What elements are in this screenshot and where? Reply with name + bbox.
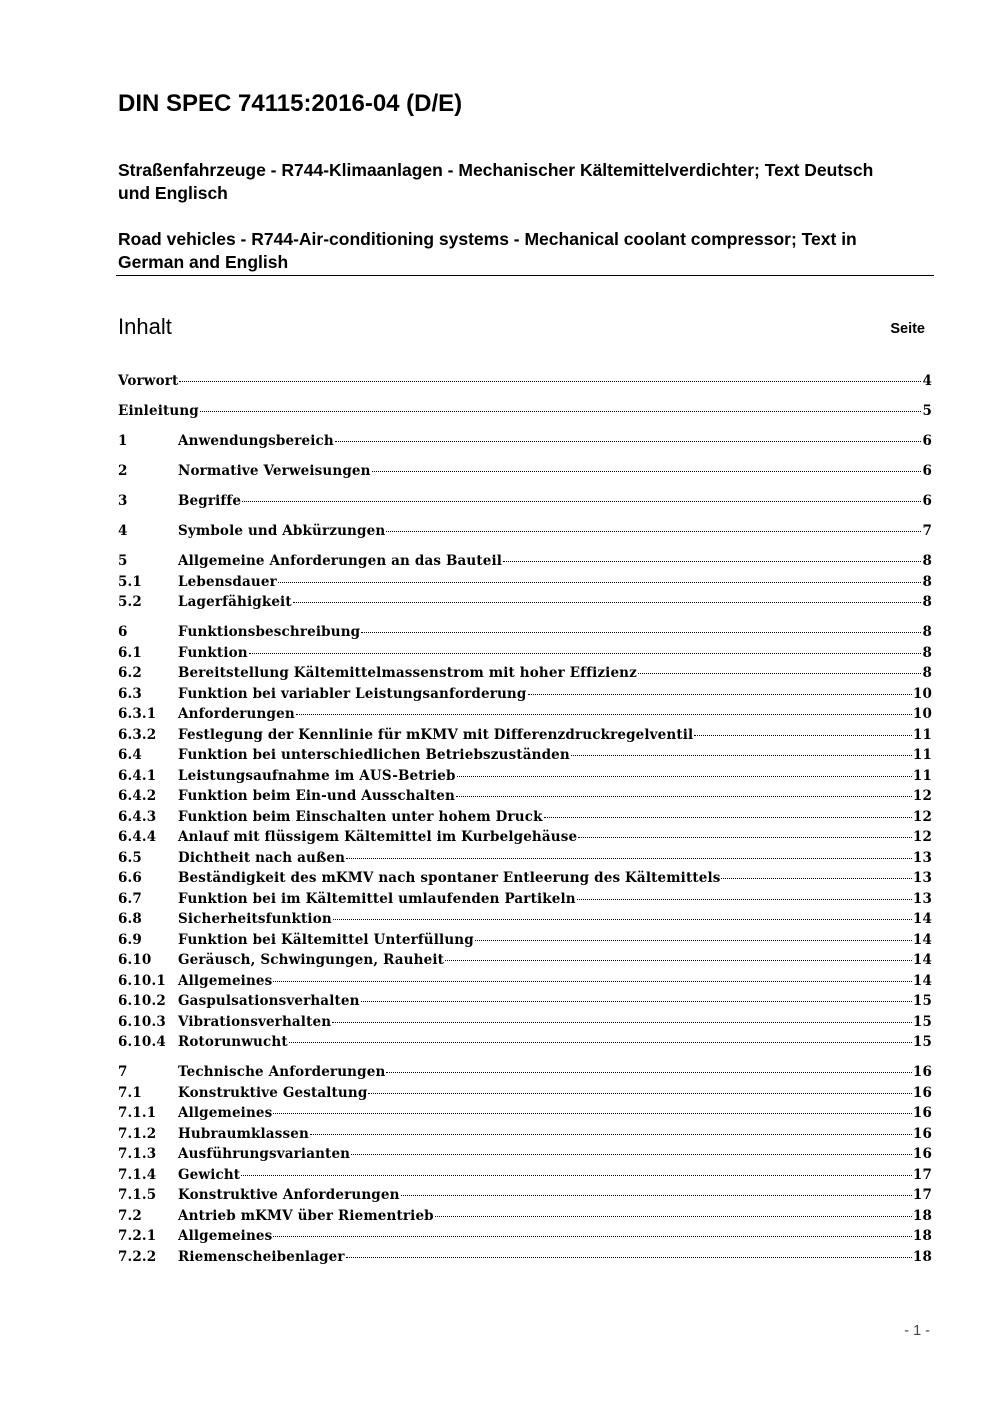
table-of-contents — [118, 371, 932, 1277]
toc-dot-leader — [401, 1195, 912, 1196]
toc-entry-number: 6.3 — [118, 685, 142, 702]
toc-entry[interactable] — [118, 950, 932, 971]
toc-entry-page: 10 — [912, 685, 932, 702]
toc-entry-title: Beständigkeit des mKMV nach spontaner Entleerung des Kältemittels — [178, 870, 721, 886]
toc-entry-page: 11 — [912, 747, 932, 763]
toc-page-column-label: Seite — [890, 321, 925, 337]
toc-dot-leader — [372, 471, 922, 472]
toc-dot-leader — [638, 673, 921, 674]
toc-entry-page: 12 — [912, 829, 932, 845]
toc-entry[interactable] — [118, 807, 932, 828]
toc-entry-page: 8 — [922, 665, 932, 681]
toc-entry-title: Vorwort — [118, 373, 179, 389]
toc-dot-leader — [200, 411, 922, 412]
toc-entry-number: 7 — [118, 1064, 128, 1080]
toc-dot-leader — [368, 1093, 911, 1094]
toc-entry[interactable] — [118, 663, 932, 684]
toc-entry-number: 6.7 — [118, 890, 142, 907]
toc-entry[interactable] — [118, 622, 932, 643]
toc-entry-title: Funktion bei variabler Leistungsanforderung — [178, 685, 527, 702]
toc-entry-number: 7.1 — [118, 1084, 142, 1101]
toc-entry-title: Hubraumklassen — [178, 1125, 309, 1142]
toc-dot-leader — [273, 1236, 911, 1237]
toc-entry-title: Dichtheit nach außen — [178, 849, 346, 866]
toc-entry-title: Ausführungsvarianten — [178, 1146, 351, 1162]
toc-entry-page: 8 — [922, 624, 932, 640]
toc-entry-page: 15 — [912, 1034, 932, 1050]
toc-entry-number: 2 — [118, 463, 128, 479]
toc-dot-leader — [351, 1154, 912, 1155]
toc-entry-title: Konstruktive Anforderungen — [178, 1187, 400, 1203]
toc-dot-leader — [333, 919, 912, 920]
toc-entry[interactable] — [118, 827, 932, 848]
toc-entry-page: 18 — [912, 1207, 932, 1224]
toc-section-group — [118, 431, 932, 452]
toc-entry-page: 6 — [922, 433, 932, 449]
toc-entry-page: 11 — [912, 767, 932, 784]
toc-entry-page: 16 — [912, 1064, 932, 1080]
toc-entry-title: Konstruktive Gestaltung — [178, 1084, 368, 1101]
toc-entry[interactable] — [118, 1103, 932, 1124]
toc-entry-page: 14 — [912, 952, 932, 968]
toc-entry-title: Funktion bei unterschiedlichen Betriebszuständen — [178, 747, 570, 763]
toc-entry[interactable] — [118, 971, 932, 992]
toc-dot-leader — [289, 1042, 912, 1043]
toc-entry[interactable] — [118, 991, 932, 1012]
toc-entry-page: 5 — [922, 403, 932, 419]
toc-entry-page: 12 — [912, 788, 932, 804]
toc-entry-number: 5 — [118, 553, 128, 569]
toc-entry-page: 15 — [912, 993, 932, 1009]
toc-entry[interactable] — [118, 786, 932, 807]
toc-dot-leader — [544, 817, 912, 818]
toc-entry-title: Funktion — [178, 644, 248, 661]
document-title-german: Straßenfahrzeuge - R744-Klimaanlagen - Mechanischer Kältemittelverdichter; Text Deutsch und Englisch — [118, 160, 874, 203]
toc-dot-leader — [273, 981, 911, 982]
toc-entry-title: Festlegung der Kennlinie für mKMV mit Differenzdruckregelventil — [178, 726, 694, 743]
toc-entry-number: 6 — [118, 624, 128, 640]
toc-section-group — [118, 551, 932, 613]
toc-entry[interactable] — [118, 1206, 932, 1227]
toc-entry[interactable] — [118, 1185, 932, 1206]
toc-entry-title: Allgemeines — [178, 1228, 273, 1244]
toc-entry-page: 8 — [922, 553, 932, 569]
toc-entry[interactable] — [118, 643, 932, 664]
toc-entry-page: 7 — [922, 523, 932, 539]
toc-entry[interactable] — [118, 930, 932, 951]
toc-entry-number: 7.1.5 — [118, 1187, 157, 1203]
toc-entry-title: Geräusch, Schwingungen, Rauheit — [178, 952, 445, 968]
toc-entry-page: 16 — [912, 1146, 932, 1162]
toc-section-group — [118, 401, 932, 422]
toc-dot-leader — [332, 1022, 912, 1023]
toc-entry-number: 1 — [118, 433, 128, 449]
toc-entry[interactable] — [118, 889, 932, 910]
toc-entry[interactable] — [118, 1062, 932, 1083]
toc-entry-title: Symbole und Abkürzungen — [178, 523, 386, 539]
toc-entry-page: 14 — [912, 911, 932, 927]
toc-entry-page: 16 — [912, 1105, 932, 1121]
toc-entry-page: 11 — [912, 726, 932, 743]
toc-entry[interactable] — [118, 1165, 932, 1186]
toc-dot-leader — [310, 1134, 912, 1135]
toc-entry-title: Funktion beim Ein-und Ausschalten — [178, 788, 455, 804]
toc-entry[interactable] — [118, 725, 932, 746]
toc-entry-title: Allgemeine Anforderungen an das Bauteil — [178, 553, 503, 569]
toc-entry-title: Bereitstellung Kältemittelmassenstrom mit hoher Effizienz — [178, 665, 637, 681]
toc-entry-number: 7.1.2 — [118, 1125, 157, 1142]
toc-entry-page: 13 — [912, 890, 932, 907]
toc-entry-title: Allgemeines — [178, 1105, 273, 1121]
toc-entry-title: Anwendungsbereich — [178, 433, 334, 449]
toc-entry-title: Funktion bei im Kältemittel umlaufenden Partikeln — [178, 890, 576, 907]
toc-heading: Inhalt — [118, 314, 172, 339]
toc-entry-number: 6.10.1 — [118, 972, 166, 989]
toc-dot-leader — [361, 1001, 912, 1002]
title-divider — [116, 275, 934, 276]
toc-entry-title: Gewicht — [178, 1166, 241, 1183]
toc-dot-leader — [346, 858, 912, 859]
toc-entry-title: Anforderungen — [178, 706, 295, 722]
toc-entry-page: 8 — [922, 594, 932, 610]
toc-entry-page: 6 — [922, 463, 932, 479]
toc-dot-leader — [335, 441, 922, 442]
toc-entry-page: 15 — [912, 1013, 932, 1030]
toc-dot-leader — [571, 755, 912, 756]
toc-entry-title: Funktionsbeschreibung — [178, 624, 361, 640]
toc-entry-number: 6.3.1 — [118, 706, 157, 722]
toc-entry-number: 6.1 — [118, 644, 142, 661]
toc-entry-number: 6.3.2 — [118, 726, 157, 743]
toc-entry[interactable] — [118, 1032, 932, 1053]
toc-entry-page: 17 — [912, 1166, 932, 1183]
toc-dot-leader — [386, 1072, 911, 1073]
toc-dot-leader — [249, 653, 922, 654]
toc-entry[interactable] — [118, 551, 932, 572]
toc-entry[interactable] — [118, 371, 932, 392]
toc-entry[interactable] — [118, 1124, 932, 1145]
toc-dot-leader — [456, 796, 912, 797]
toc-entry-number: 7.2 — [118, 1207, 142, 1224]
toc-entry-page: 18 — [912, 1248, 932, 1265]
toc-entry-title: Vibrationsverhalten — [178, 1013, 332, 1030]
toc-section-group — [118, 371, 932, 392]
toc-section-group — [118, 521, 932, 542]
toc-entry-title: Funktion bei Kältemittel Unterfüllung — [178, 931, 474, 948]
toc-entry[interactable] — [118, 521, 932, 542]
toc-entry-page: 14 — [912, 972, 932, 989]
toc-entry-number: 5.1 — [118, 573, 142, 590]
toc-entry-title: Riemenscheibenlager — [178, 1248, 345, 1265]
toc-entry-number: 6.2 — [118, 665, 142, 681]
document-title-english: Road vehicles - R744-Air-conditioning systems - Mechanical coolant compressor; Text in German and English — [118, 229, 857, 272]
toc-entry[interactable] — [118, 461, 932, 482]
toc-dot-leader — [475, 940, 912, 941]
toc-dot-leader — [528, 694, 912, 695]
toc-entry-number: 6.10.2 — [118, 993, 166, 1009]
toc-entry[interactable] — [118, 745, 932, 766]
toc-entry-number: 6.4.3 — [118, 808, 157, 825]
toc-entry-number: 6.6 — [118, 870, 142, 886]
toc-entry-number: 7.1.3 — [118, 1146, 157, 1162]
toc-entry-page: 17 — [912, 1187, 932, 1203]
toc-entry[interactable] — [118, 1144, 932, 1165]
toc-entry-page: 14 — [912, 931, 932, 948]
toc-dot-leader — [578, 837, 912, 838]
toc-entry[interactable] — [118, 1012, 932, 1033]
toc-dot-leader — [241, 1175, 912, 1176]
toc-section-group — [118, 491, 932, 512]
toc-entry-number: 6.4.2 — [118, 788, 157, 804]
toc-entry-page: 13 — [912, 870, 932, 886]
toc-entry-page: 8 — [922, 644, 932, 661]
toc-entry-title: Lebensdauer — [178, 573, 277, 590]
toc-dot-leader — [242, 501, 921, 502]
toc-dot-leader — [346, 1257, 912, 1258]
toc-entry[interactable] — [118, 431, 932, 452]
toc-dot-leader — [296, 714, 912, 715]
toc-dot-leader — [361, 632, 921, 633]
toc-entry-title: Normative Verweisungen — [178, 463, 371, 479]
toc-entry-number: 5.2 — [118, 594, 142, 610]
toc-entry[interactable] — [118, 572, 932, 593]
toc-dot-leader — [278, 582, 922, 583]
toc-entry-title: Rotorunwucht — [178, 1034, 288, 1050]
toc-entry-page: 13 — [912, 849, 932, 866]
toc-dot-leader — [457, 776, 912, 777]
toc-section-group — [118, 461, 932, 482]
toc-entry[interactable] — [118, 592, 932, 613]
toc-entry-number: 7.2.1 — [118, 1228, 157, 1244]
toc-entry-number: 6.9 — [118, 931, 142, 948]
toc-entry-number: 6.10 — [118, 952, 152, 968]
toc-entry-number: 3 — [118, 493, 128, 509]
toc-entry-page: 16 — [912, 1125, 932, 1142]
toc-entry[interactable] — [118, 684, 932, 705]
toc-dot-leader — [179, 381, 921, 382]
toc-entry[interactable] — [118, 1083, 932, 1104]
toc-entry-title: Antrieb mKMV über Riementrieb — [178, 1207, 434, 1224]
toc-entry-page: 10 — [912, 706, 932, 722]
toc-entry-number: 7.1.4 — [118, 1166, 157, 1183]
toc-entry-title: Allgemeines — [178, 972, 273, 989]
toc-entry-number: 7.2.2 — [118, 1248, 157, 1265]
toc-entry-number: 4 — [118, 523, 128, 539]
toc-entry-title: Gaspulsationsverhalten — [178, 993, 360, 1009]
toc-entry-title: Funktion beim Einschalten unter hohem Druck — [178, 808, 543, 825]
toc-section-group — [118, 1062, 932, 1267]
toc-entry-title: Sicherheitsfunktion — [178, 911, 332, 927]
toc-entry-page: 4 — [922, 373, 932, 389]
toc-section-group — [118, 622, 932, 1053]
toc-dot-leader — [386, 531, 921, 532]
toc-entry-title: Anlauf mit flüssigem Kältemittel im Kurbelgehäuse — [178, 829, 578, 845]
toc-entry[interactable] — [118, 868, 932, 889]
toc-entry[interactable] — [118, 1226, 932, 1247]
toc-entry[interactable] — [118, 704, 932, 725]
toc-entry-number: 6.4 — [118, 747, 142, 763]
toc-entry[interactable] — [118, 1247, 932, 1268]
toc-entry-page: 16 — [912, 1084, 932, 1101]
toc-entry-page: 18 — [912, 1228, 932, 1244]
toc-entry-number: 6.10.3 — [118, 1013, 166, 1030]
toc-entry-number: 7.1.1 — [118, 1105, 157, 1121]
page-number: - 1 - — [904, 1323, 930, 1339]
toc-entry-title: Begriffe — [178, 493, 242, 509]
toc-dot-leader — [503, 561, 921, 562]
toc-dot-leader — [445, 960, 912, 961]
toc-dot-leader — [293, 602, 922, 603]
toc-entry-number: 6.8 — [118, 911, 142, 927]
toc-entry[interactable] — [118, 491, 932, 512]
toc-entry[interactable] — [118, 909, 932, 930]
toc-entry-page: 12 — [912, 808, 932, 825]
toc-entry[interactable] — [118, 401, 932, 422]
toc-entry-number: 6.4.1 — [118, 767, 157, 784]
toc-entry-title: Lagerfähigkeit — [178, 594, 292, 610]
toc-entry-page: 6 — [922, 493, 932, 509]
toc-dot-leader — [721, 878, 911, 879]
toc-dot-leader — [273, 1113, 911, 1114]
toc-entry[interactable] — [118, 766, 932, 787]
toc-entry-title: Leistungsaufnahme im AUS-Betrieb — [178, 767, 456, 784]
toc-dot-leader — [435, 1216, 912, 1217]
toc-entry[interactable] — [118, 848, 932, 869]
toc-entry-number: 6.5 — [118, 849, 142, 866]
toc-entry-number: 6.10.4 — [118, 1034, 166, 1050]
toc-dot-leader — [577, 899, 912, 900]
toc-dot-leader — [694, 735, 912, 736]
document-id: DIN SPEC 74115:2016-04 (D/E) — [118, 90, 463, 117]
toc-entry-page: 8 — [922, 573, 932, 590]
toc-entry-number: 6.4.4 — [118, 829, 157, 845]
toc-entry-title: Einleitung — [118, 403, 199, 419]
toc-entry-title: Technische Anforderungen — [178, 1064, 386, 1080]
